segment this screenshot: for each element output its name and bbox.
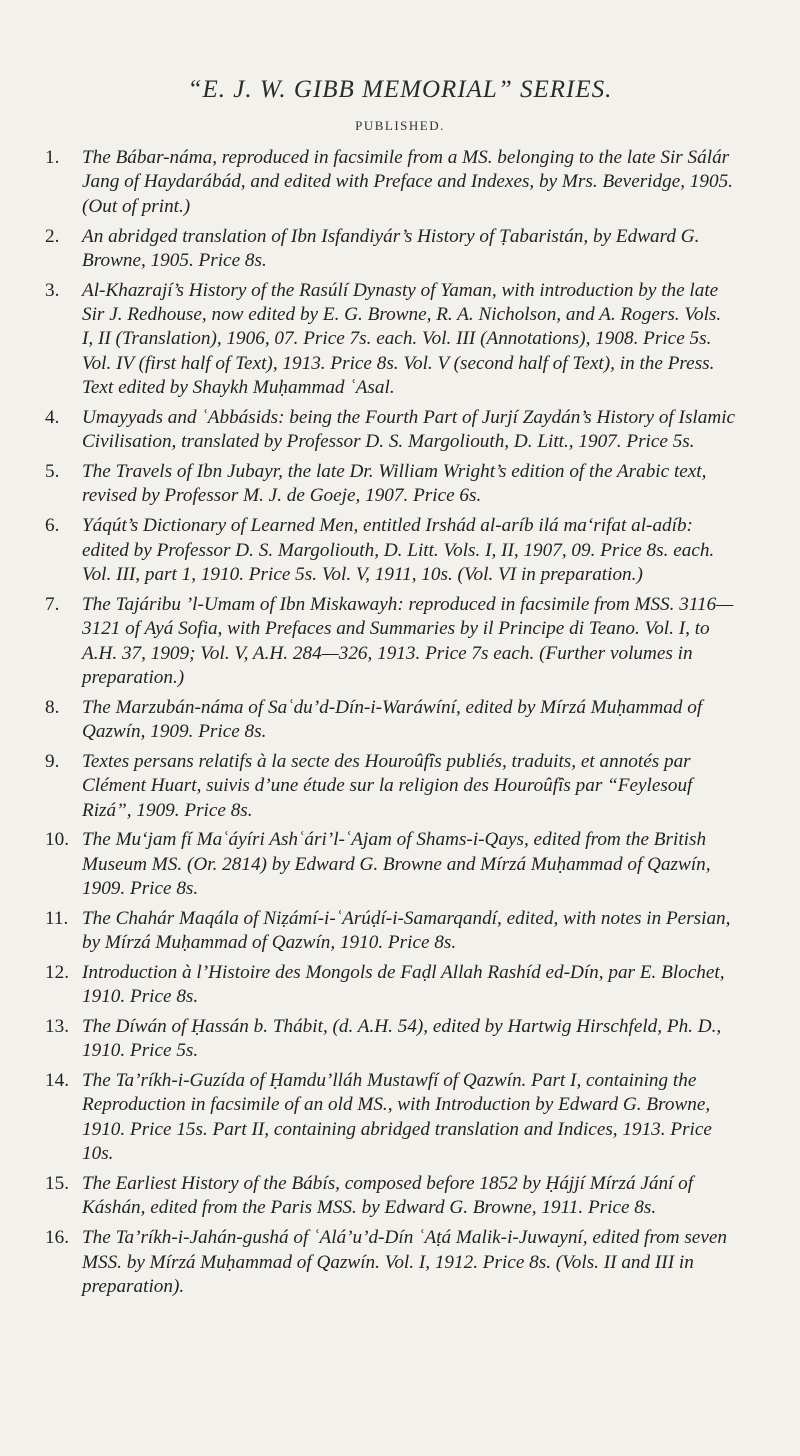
entry-number: 14.: [45, 1070, 69, 1092]
list-item: [0, 696, 800, 745]
list-item: [0, 146, 800, 219]
entry-number: 16.: [45, 1227, 69, 1249]
entry-number: 6.: [45, 515, 60, 537]
entry-number: 2.: [45, 225, 60, 247]
entry-text: The Chahár Maqála of Niẓámí-i-ʿArúḍí-i-Samarqandí, edited, with notes in Persian, by Mírzá Muḥammad of Qazwín, 1910. Price 8s.: [82, 907, 731, 954]
entry-text: The Bábar-náma, reproduced in facsimile from a MS. belonging to the late Sir Sálár Jang of Haydarábád, and edited with Preface and Indexes, by Mrs. Beveridge, 1905. (Out of print.): [82, 147, 733, 217]
entry-number: 13.: [45, 1015, 69, 1037]
entry-number: 5.: [45, 461, 60, 483]
entry-number: 8.: [45, 696, 60, 718]
published-heading: PUBLISHED.: [355, 118, 445, 133]
list-item: [0, 514, 800, 587]
entry-text: The Marzubán-náma of Saʿdu’d-Dín-i-Waráwíní, edited by Mírzá Muḥammad of Qazwín, 1909. Price 8s.: [82, 696, 703, 743]
list-item: [0, 828, 800, 901]
list-item: [0, 1226, 800, 1299]
list-item: [0, 279, 800, 401]
entry-number: 15.: [45, 1173, 69, 1194]
entry-text: The Ta’ríkh-i-Jahán-gushá of ʿAlá’u’d-Dín ʿAṭá Malik-i-Juwayní, edited from seven MSS. by Mírzá Muḥammad of Qazwín. Vol. I, 1912. Price 8s. (Vols. II and III in preparation).: [82, 1227, 727, 1297]
list-item: [0, 907, 800, 956]
entry-text: The Travels of Ibn Jubayr, the late Dr. William Wright’s edition of the Arabic text, revised by Professor M. J. de Goeje, 1907. Price 6s.: [82, 461, 707, 507]
entry-text: The Tajáribu ’l-Umam of Ibn Miskawayh: reproduced in facsimile from MSS. 3116—3121 of Ayá Sofia, with Prefaces and Summaries by il Principe di Teano. Vol. I, to A.H. 37, 1909; Vol. V, A.H. 284—326, 1913. Price 7s each. (Further volumes in preparation.): [82, 593, 734, 688]
list-item: [0, 593, 800, 691]
publication-list: [0, 146, 800, 1305]
entry-text: The Ta’ríkh-i-Guzída of Ḥamdu’lláh Mustawfí of Qazwín. Part I, containing the Reproduction in facsimile of an old MS., with Introduction by Edward G. Browne, 1910. Price 15s. Part II, containing abridged translation and Indices, 1913. Price 10s.: [82, 1070, 712, 1165]
list-item: [0, 460, 800, 509]
entry-number: 9.: [45, 750, 60, 772]
entry-number: 10.: [45, 829, 69, 851]
series-title: “E. J. W. GIBB MEMORIAL” SERIES.: [187, 76, 613, 103]
list-item: [0, 1015, 800, 1064]
list-item: [0, 1172, 800, 1221]
list-item: [0, 406, 800, 455]
entry-text: Introduction à l’Histoire des Mongols de Faḍl Allah Rashíd ed-Dín, par E. Blochet, 1910. Price 8s.: [82, 961, 725, 1008]
list-item: [0, 1069, 800, 1167]
entry-number: 7.: [45, 593, 60, 615]
entry-text: The Earliest History of the Bábís, composed before 1852 by Ḥájjí Mírzá Jání of Káshán, edited from the Paris MSS. by Edward G. Browne, 1911. Price 8s.: [82, 1173, 694, 1219]
entry-number: 12.: [45, 961, 69, 983]
list-item: [0, 750, 800, 823]
entry-text: Yáqút’s Dictionary of Learned Men, entitled Irshád al-aríb ilá ma‘rifat al-adíb: edited by Professor D. S. Margoliouth, D. Litt. Vols. I, II, 1907, 09. Price 8s. each. Vol. III, part 1, 1910. Price 5s. Vol. V, 1911, 10s. (Vol. VI in preparation.): [82, 515, 715, 585]
entry-text: An abridged translation of Ibn Isfandiyár’s History of Ṭabaristán, by Edward G. Browne, 1905. Price 8s.: [82, 225, 700, 271]
list-item: [0, 225, 800, 274]
entry-text: Textes persans relatifs à la secte des Houroûfîs publiés, traduits, et annotés par Clément Huart, suivis d’une étude sur la religion des Houroûfîs par “Feylesouf Rizá”, 1909. Price 8s.: [82, 750, 693, 821]
entry-number: 4.: [45, 406, 60, 428]
list-item: [0, 961, 800, 1010]
entry-number: 11.: [45, 907, 69, 929]
entry-text: The Díwán of Ḥassán b. Thábit, (d. A.H. 54), edited by Hartwig Hirschfeld, Ph. D., 1910. Price 5s.: [82, 1015, 722, 1062]
entry-number: 3.: [45, 279, 60, 301]
entry-text: Al-Khazrají’s History of the Rasúlí Dynasty of Yaman, with introduction by the late Sir J. Redhouse, now edited by E. G. Browne, R. A. Nicholson, and A. Rogers. Vols. I, II (Translation), 1906, 07. Price 7s. each. Vol. III (Annotations), 1908. Price 5s. Vol. IV (first half of Text), 1913. Price 8s. Vol. V (second half of Text), in the Press. Text edited by Shaykh Muḥammad ʿAsal.: [82, 279, 722, 399]
entry-text: Umayyads and ʿAbbásids: being the Fourth Part of Jurjí Zaydán’s History of Islamic Civilisation, translated by Professor D. S. Margoliouth, D. Litt., 1907. Price 5s.: [82, 406, 736, 453]
entry-text: The Mu‘jam fí Maʿáyíri Ashʿári’l-ʿAjam of Shams-i-Qays, edited from the British Museum MS. (Or. 2814) by Edward G. Browne and Mírzá Muḥammad of Qazwín, 1909. Price 8s.: [82, 829, 711, 900]
entry-number: 1.: [45, 147, 60, 168]
